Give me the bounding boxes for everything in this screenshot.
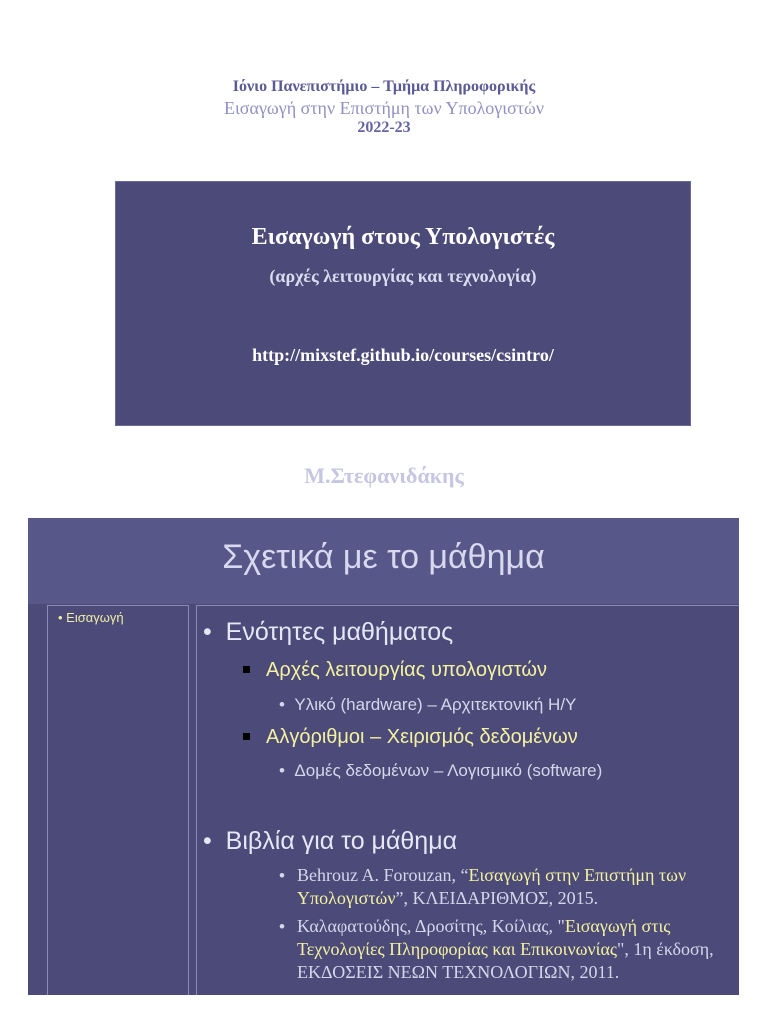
bullet-icon: • [58, 610, 67, 625]
book-forouzan-suffix: ”, ΚΛΕΙΔΑΡΙΘΜΟΣ, 2015. [395, 888, 599, 908]
bullet-icon: • [279, 695, 295, 714]
book-kalafatoudis-title: Εισαγωγή στις Τεχνολογίες Πληροφορίας και Επικοινωνίας [297, 916, 671, 959]
bullet-icon: • [279, 866, 285, 885]
book-kalafatoudis [297, 915, 737, 984]
bullet-sections-label: Ενότητες μαθήματος [225, 618, 454, 646]
header-course: Εισαγωγή στην Επιστήμη των Υπολογιστών [223, 98, 545, 118]
detail-hardware [279, 695, 576, 715]
outline-panel [47, 605, 189, 995]
header-university: Ιόνιο Πανεπιστήμιο – Τμήμα Πληροφορικής [232, 78, 536, 95]
detail-software [279, 761, 602, 781]
author-name: Μ.Στεφανιδάκης [304, 463, 464, 488]
course-url-link[interactable]: http://mixstef.github.io/courses/csintro/ [252, 345, 554, 365]
book-forouzan-prefix: Behrouz A. Forouzan, “ [297, 865, 469, 885]
detail-hardware-label: Υλικό (hardware) – Αρχιτεκτονική Η/Υ [294, 695, 577, 714]
header-year: 2022-23 [357, 119, 411, 136]
content-panel [196, 605, 739, 995]
slide-subtitle: (αρχές λειτουργίας και τεχνολογία) [269, 266, 537, 286]
book-kalafatoudis-prefix: Καλαφατούδης, Δροσίτης, Κοίλιας, " [297, 916, 565, 936]
book-forouzan-title: Εισαγωγή στην Επιστήμη των Υπολογιστών [297, 865, 687, 908]
outline-item-label: Εισαγωγή [66, 610, 124, 625]
square-bullet-icon [243, 666, 250, 673]
bullet-books-label: Βιβλία για το μάθημα [225, 827, 458, 855]
outline-item[interactable] [58, 610, 124, 625]
detail-software-label: Δομές δεδομένων – Λογισμικό (software) [294, 761, 603, 780]
bullet-icon: • [203, 618, 226, 646]
bullet-icon: • [279, 917, 285, 936]
sub-bullet-algorithms-label: Αλγόριθμοι – Χειρισμός δεδομένων [266, 726, 578, 748]
sub-bullet-principles-label: Αρχές λειτουργίας υπολογιστών [266, 659, 547, 681]
book-kalafatoudis-suffix: ", 1η έκδοση, ΕΚΔΟΣΕΙΣ ΝΕΩΝ ΤΕΧΝΟΛΟΓΙΩΝ, 2011. [297, 939, 714, 982]
square-bullet-icon [243, 733, 250, 740]
sub-bullet-algorithms [266, 726, 578, 749]
content-slide [28, 518, 739, 995]
bullet-icon: • [279, 761, 295, 780]
slide-title: Εισαγωγή στους Υπολογιστές [251, 224, 555, 250]
book-forouzan [297, 864, 737, 910]
bullet-sections [203, 618, 453, 647]
title-slide [115, 181, 691, 426]
content-slide-title: Σχετικά με το μάθημα [222, 538, 545, 576]
bullet-icon: • [203, 827, 226, 855]
bullet-books [203, 827, 457, 856]
sub-bullet-principles [266, 659, 547, 682]
